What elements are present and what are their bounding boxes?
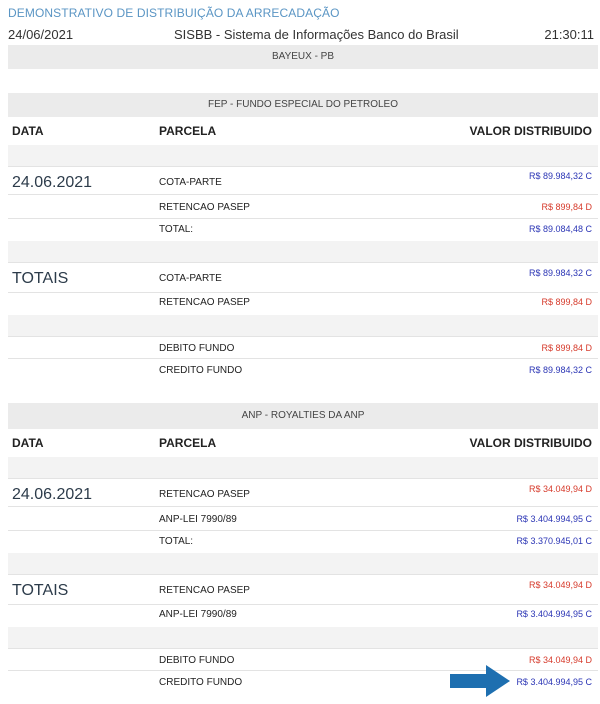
- table-row: [8, 293, 598, 315]
- column-header-row: [8, 429, 598, 457]
- row-date: 24.06.2021: [12, 486, 93, 503]
- row-label: COTA-PARTE: [159, 273, 222, 284]
- row-value: R$ 89.984,32 C: [528, 268, 592, 278]
- row-value: R$ 3.404.994,95 C: [516, 609, 592, 619]
- table-row: [8, 219, 598, 241]
- beneficiary-name: BAYEUX - PB: [271, 51, 335, 62]
- row-label: RETENCAO PASEP: [159, 202, 250, 213]
- report-title: DEMONSTRATIVO DE DISTRIBUIÇÃO DA ARRECADAÇÃO: [8, 6, 340, 20]
- row-label: ANP-LEI 7990/89: [159, 514, 237, 525]
- fund-credit-label: CREDITO FUNDO: [159, 677, 243, 688]
- spacer-row: [8, 553, 598, 575]
- fund-credit-value: R$ 89.984,32 C: [528, 365, 592, 375]
- section-title: ANP - ROYALTIES DA ANP: [241, 410, 365, 421]
- report-date: 24/06/2021: [8, 27, 74, 42]
- row-label: ANP-LEI 7990/89: [159, 609, 237, 620]
- col-valor: VALOR DISTRIBUIDO: [469, 124, 592, 138]
- row-value: R$ 899,84 D: [541, 202, 592, 212]
- col-parcela: PARCELA: [159, 436, 217, 450]
- section-band-anp: [8, 403, 598, 429]
- row-label: RETENCAO PASEP: [159, 297, 250, 308]
- row-label: COTA-PARTE: [159, 177, 222, 188]
- fund-debit-label: DEBITO FUNDO: [159, 343, 235, 354]
- totais-label: TOTAIS: [12, 582, 69, 599]
- fund-debit-value: R$ 34.049,94 D: [528, 655, 592, 665]
- column-header-row: [8, 117, 598, 145]
- table-row: [8, 479, 598, 507]
- col-data: DATA: [12, 124, 44, 138]
- arrow-right-icon: [450, 664, 512, 698]
- spacer-row: [8, 457, 598, 479]
- spacer-row: [8, 315, 598, 337]
- table-row: [8, 359, 598, 381]
- fund-debit-label: DEBITO FUNDO: [159, 655, 235, 666]
- table-row: [8, 507, 598, 531]
- fund-credit-value: R$ 3.404.994,95 C: [516, 677, 592, 687]
- row-value: R$ 89.984,32 C: [528, 171, 592, 181]
- row-label: TOTAL:: [159, 536, 194, 547]
- system-name: SISBB - Sistema de Informações Banco do Brasil: [174, 27, 459, 42]
- col-valor: VALOR DISTRIBUIDO: [469, 436, 592, 450]
- spacer-row: [8, 241, 598, 263]
- fund-debit-value: R$ 899,84 D: [541, 343, 592, 353]
- row-date: 24.06.2021: [12, 174, 93, 191]
- beneficiary-band: [8, 45, 598, 69]
- row-label: TOTAL:: [159, 224, 194, 235]
- row-value: R$ 34.049,94 D: [528, 580, 592, 590]
- spacer-row: [8, 145, 598, 167]
- row-value: R$ 3.404.994,95 C: [516, 514, 592, 524]
- spacer-row: [8, 627, 598, 649]
- section-title: FEP - FUNDO ESPECIAL DO PETROLEO: [207, 99, 399, 110]
- row-value: R$ 89.084,48 C: [528, 224, 592, 234]
- row-value: R$ 3.370.945,01 C: [516, 536, 592, 546]
- table-row: [8, 263, 598, 293]
- col-parcela: PARCELA: [159, 124, 217, 138]
- row-label: RETENCAO PASEP: [159, 585, 250, 596]
- report-time: 21:30:11: [544, 27, 594, 42]
- table-row: [8, 605, 598, 627]
- table-row: [8, 531, 598, 553]
- totais-label: TOTAIS: [12, 270, 69, 287]
- fund-credit-label: CREDITO FUNDO: [159, 365, 243, 376]
- spacer: [8, 381, 598, 403]
- section-band-fep: [8, 93, 598, 117]
- row-value: R$ 34.049,94 D: [528, 484, 592, 494]
- col-data: DATA: [12, 436, 44, 450]
- row-label: RETENCAO PASEP: [159, 489, 250, 500]
- table-row: [8, 575, 598, 605]
- table-row: [8, 337, 598, 359]
- row-value: R$ 899,84 D: [541, 297, 592, 307]
- table-row: [8, 195, 598, 219]
- spacer: [8, 69, 598, 93]
- table-row: [8, 167, 598, 195]
